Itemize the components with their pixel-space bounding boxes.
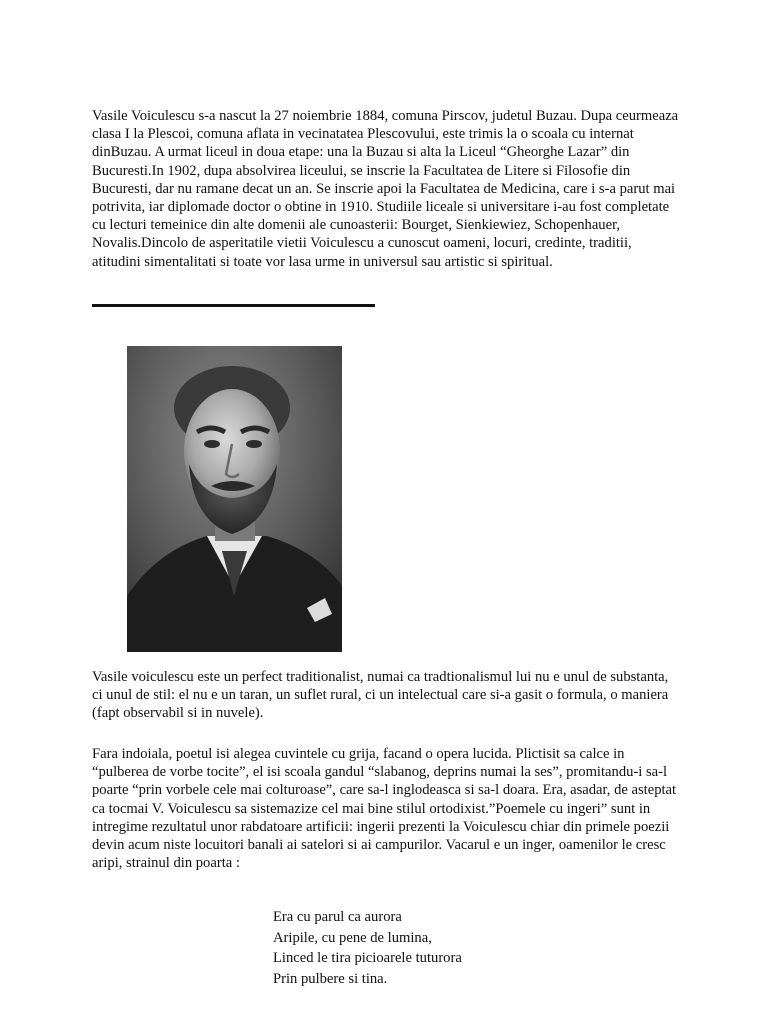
- paragraph-style: Fara indoiala, poetul isi alegea cuvintele cu grija, facand o opera lucida. Plictisit sa calce in “pulberea de vorbe tocite”, el isi scoala gandul “slabanog, deprins numai la ses”, promitandu-i sa-l poarte “prin vorbele cele mai colturoase”, care sa-l inglodeasca si sa-l doara. Era, asadar, de asteptat ca tocmai V. Voiculescu sa sistemazize cel mai bine stilul ortodixist.”Poemele cu ingeri” sunt in intregime rezultatul unor rabdatoare artificii: ingerii prezenti la Voiculescu chiar din primele poezii devin acum niste locuitori banali ai satelori si ai campurilor. Vacarul e un inger, oamenilor le cresc aripi, strainul din poarta :: [92, 746, 677, 872]
- intro-paragraph: Vasile Voiculescu s-a nascut la 27 noiembrie 1884, comuna Pirscov, judetul Buzau. Dupa ceurmeaza clasa I la Plescoi, comuna aflata in vecinatatea Plescovului, este trimis la o scoala cu internat dinBuzau. A urmat liceul in doua etape: una la Buzau si alta la Liceul “Gheorghe Lazar” din Bucuresti.In 1902, dupa absolvirea liceului, se inscrie la Facultatea de Litere si Filosofie din Bucuresti, dar nu ramane decat un an. Se inscrie apoi la Facultatea de Medicina, care i s-a parut mai potrivita, iar diplomade doctor o obtine in 1910. Studiile liceale si universitare i-au fost completate cu lecturi temeinice din alte domenii ale cunoasterii: Bourget, Sienkiewiez, Schopenhauer, Novalis.Dincolo de asperitatile vietii Voiculescu a cunoscut oameni, locuri, credinte, traditii, atitudini simentalitati si toate vor lasa urme in universul sau artistic si spiritual.: [92, 108, 679, 270]
- poem-line: Prin pulbere si tina.: [273, 970, 388, 987]
- paragraph-traditionalism: Vasile voiculescu este un perfect traditionalist, numai ca tradtionalismul lui nu e unul de substanta, ci unul de stil: el nu e un taran, un suflet rural, ci un intelectual care si-a gasit o formula, o maniera (fapt observabil si in nuvele).: [92, 669, 669, 722]
- horizontal-rule: [92, 304, 375, 307]
- poem-excerpt: [273, 907, 462, 989]
- poem-line: Aripile, cu pene de lumina,: [273, 929, 432, 946]
- portrait-photo-icon: [127, 346, 342, 652]
- author-portrait: [127, 346, 342, 652]
- poem-line: Linced le tira picioarele tuturora: [273, 950, 462, 967]
- poem-line: Era cu parul ca aurora: [273, 909, 402, 925]
